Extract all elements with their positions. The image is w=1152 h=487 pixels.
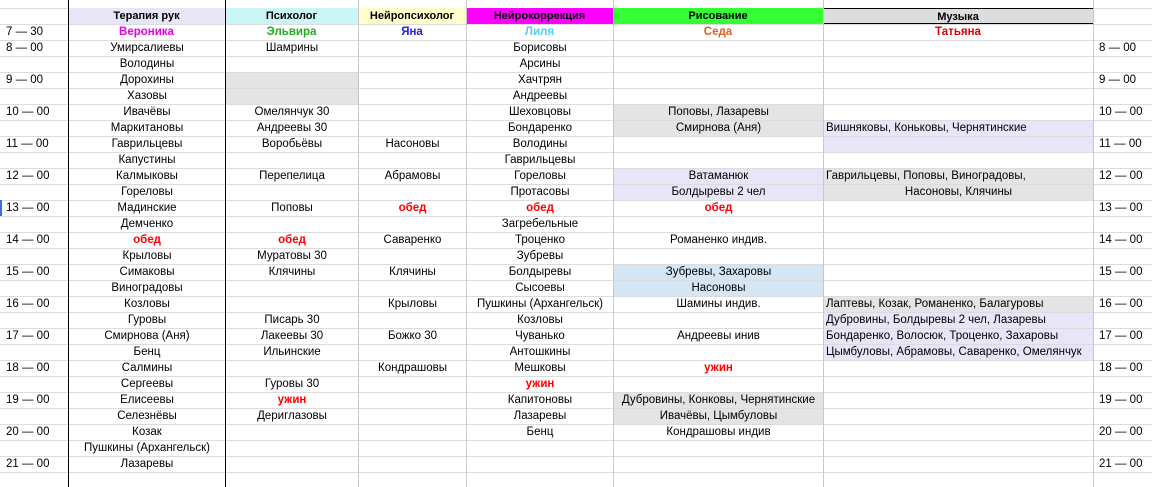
specialist-name-neuro[interactable]: Яна: [401, 26, 423, 38]
time-label-right[interactable]: 18 — 00: [1099, 362, 1143, 374]
schedule-cell-hand[interactable]: Симаковы: [119, 266, 175, 278]
time-label[interactable]: 15 — 00: [6, 266, 50, 278]
grid-vline: [613, 0, 614, 487]
schedule-cell-neuro[interactable]: Насоновы: [385, 138, 440, 150]
specialist-name-draw[interactable]: Седа: [703, 26, 733, 38]
time-label[interactable]: 8 — 00: [6, 42, 44, 54]
time-label-right[interactable]: 14 — 00: [1099, 234, 1143, 246]
schedule-cell-hand[interactable]: Крыловы: [122, 250, 172, 262]
schedule-cell-hand[interactable]: Маркитановы: [110, 122, 184, 134]
schedule-cell-corr[interactable]: Борисовы: [513, 42, 567, 54]
time-label-right[interactable]: 15 — 00: [1099, 266, 1143, 278]
schedule-cell-hand[interactable]: Умирсалиевы: [110, 42, 184, 54]
schedule-cell-corr[interactable]: Капитоновы: [507, 394, 573, 406]
schedule-cell-corr[interactable]: Сысоевы: [515, 282, 565, 294]
schedule-cell-neuro[interactable]: Абрамовы: [384, 170, 441, 182]
column-header-neuro[interactable]: Нейропсихолог: [358, 8, 466, 24]
schedule-cell-draw[interactable]: обед: [704, 202, 733, 214]
schedule-cell-psych[interactable]: [226, 73, 358, 88]
schedule-cell-hand[interactable]: Лазаревы: [120, 458, 174, 470]
schedule-cell-corr[interactable]: Гаврильцевы: [504, 154, 576, 166]
specialist-name-hand[interactable]: Вероника: [119, 26, 174, 38]
schedule-cell-psych[interactable]: Лакеевы 30: [260, 330, 324, 342]
time-label[interactable]: 9 — 00: [6, 74, 44, 86]
specialist-name-psych[interactable]: Эльвира: [266, 26, 317, 38]
schedule-cell-psych[interactable]: ужин: [277, 394, 307, 406]
column-header-corr[interactable]: Нейрокоррекция: [466, 8, 613, 24]
schedule-cell-hand[interactable]: Калмыковы: [116, 170, 178, 182]
schedule-cell-music[interactable]: Цымбуловы, Абрамовы, Саваренко, Омелянчук: [824, 345, 1093, 360]
schedule-cell-hand[interactable]: Гаврильцевы: [111, 138, 183, 150]
time-label-right[interactable]: 9 — 00: [1099, 74, 1137, 86]
time-label-right[interactable]: 8 — 00: [1099, 42, 1137, 54]
schedule-cell-hand[interactable]: Дорохины: [120, 74, 174, 86]
time-label[interactable]: 20 — 00: [6, 426, 50, 438]
grid-vline: [358, 0, 359, 487]
schedule-cell-music[interactable]: Дубровины, Болдыревы 2 чел, Лазаревы: [824, 313, 1093, 328]
schedule-cell-corr[interactable]: Протасовы: [510, 186, 570, 198]
schedule-cell-neuro[interactable]: Кондрашовы: [378, 362, 447, 374]
time-label-right[interactable]: 10 — 00: [1099, 106, 1143, 118]
schedule-cell-neuro[interactable]: Саваренко: [383, 234, 442, 246]
schedule-cell-draw[interactable]: Дубровины, Конковы, Чернятинские: [614, 393, 823, 408]
schedule-cell-music[interactable]: Насоновы, Клячины: [824, 185, 1093, 200]
schedule-cell-hand[interactable]: Хазовы: [127, 90, 167, 102]
schedule-cell-hand[interactable]: Козловы: [124, 298, 170, 310]
schedule-cell-psych[interactable]: Ильинские: [263, 346, 321, 358]
schedule-cell-corr[interactable]: Арсины: [519, 58, 561, 70]
schedule-cell-draw[interactable]: Андреевы инив: [677, 330, 760, 342]
time-label[interactable]: 13 — 00: [6, 202, 50, 214]
schedule-cell-draw[interactable]: Насоновы: [614, 281, 823, 296]
column-header-music[interactable]: Музыка: [823, 8, 1093, 24]
time-label-right[interactable]: 12 — 00: [1099, 170, 1143, 182]
schedule-cell-corr[interactable]: обед: [526, 202, 554, 214]
schedule-cell-hand[interactable]: Капустины: [118, 154, 176, 166]
schedule-cell-corr[interactable]: Володины: [512, 138, 568, 150]
schedule-cell-psych[interactable]: Шамрины: [265, 42, 319, 54]
schedule-cell-corr[interactable]: Мешковы: [514, 362, 566, 374]
schedule-cell-music[interactable]: [824, 137, 1093, 152]
schedule-cell-music[interactable]: Лаптевы, Козак, Романенко, Балагуровы: [824, 297, 1093, 312]
schedule-cell-psych[interactable]: Дериглазовы: [257, 410, 327, 422]
schedule-cell-draw[interactable]: Ватаманюк: [614, 169, 823, 184]
schedule-cell-corr[interactable]: Хачтрян: [518, 74, 562, 86]
time-label[interactable]: 18 — 00: [6, 362, 50, 374]
time-label[interactable]: 11 — 00: [6, 138, 49, 150]
schedule-cell-hand[interactable]: Демченко: [120, 218, 174, 230]
time-label[interactable]: 7 — 30: [6, 26, 44, 38]
time-label[interactable]: 17 — 00: [6, 330, 50, 342]
schedule-cell-draw[interactable]: Болдыревы 2 чел: [614, 185, 823, 200]
schedule-cell-corr[interactable]: Гореловы: [514, 170, 566, 182]
schedule-cell-neuro[interactable]: обед: [398, 202, 427, 214]
column-header-psych[interactable]: Психолог: [225, 8, 358, 24]
schedule-cell-hand[interactable]: Мадинские: [117, 202, 177, 214]
schedule-cell-psych[interactable]: обед: [278, 234, 306, 246]
specialist-name-music[interactable]: Татьяна: [935, 26, 981, 38]
schedule-cell-psych[interactable]: Перепелица: [259, 170, 325, 182]
schedule-cell-psych[interactable]: Воробьёвы: [261, 138, 323, 150]
time-label-right[interactable]: 20 — 00: [1099, 426, 1143, 438]
schedule-cell-draw[interactable]: Зубревы, Захаровы: [614, 265, 823, 280]
schedule-cell-neuro[interactable]: Крыловы: [388, 298, 437, 310]
grid-vline: [823, 0, 824, 487]
grid-vline: [68, 0, 69, 487]
schedule-cell-corr[interactable]: Андреевы: [512, 90, 568, 102]
schedule-cell-draw[interactable]: Романенко индив.: [670, 234, 767, 246]
schedule-cell-psych[interactable]: Гуровы 30: [264, 378, 320, 390]
schedule-cell-corr[interactable]: ужин: [525, 378, 555, 390]
schedule-cell-draw[interactable]: Кондрашовы индив: [666, 426, 771, 438]
schedule-cell-hand[interactable]: Гореловы: [121, 186, 173, 198]
schedule-cell-hand[interactable]: Козак: [132, 426, 162, 438]
schedule-cell-music[interactable]: Вишняковы, Коньковы, Чернятинские: [824, 121, 1093, 136]
schedule-cell-draw[interactable]: ужин: [704, 362, 733, 374]
schedule-cell-draw[interactable]: Шамины индив.: [676, 298, 761, 310]
grid-vline: [1093, 0, 1094, 487]
time-label-right[interactable]: 11 — 00: [1099, 138, 1142, 150]
schedule-cell-draw[interactable]: Поповы, Лазаревы: [614, 105, 823, 120]
schedule-cell-hand[interactable]: Бенц: [133, 346, 161, 358]
schedule-cell-psych[interactable]: [226, 89, 358, 104]
schedule-cell-music[interactable]: Бондаренко, Волосюк, Троценко, Захаровы: [824, 329, 1093, 344]
schedule-cell-corr[interactable]: Бенц: [526, 426, 554, 438]
schedule-cell-psych[interactable]: Андреевы 30: [256, 122, 328, 134]
schedule-cell-neuro[interactable]: Божко 30: [387, 330, 438, 342]
schedule-cell-psych[interactable]: Омелянчук 30: [254, 106, 330, 118]
time-label-right[interactable]: 17 — 00: [1099, 330, 1143, 342]
column-header-draw[interactable]: Рисование: [613, 8, 823, 24]
schedule-cell-hand[interactable]: Виноградовы: [111, 282, 183, 294]
schedule-cell-hand[interactable]: Сергеевы: [120, 378, 174, 390]
time-label[interactable]: 10 — 00: [6, 106, 50, 118]
grid-vline: [225, 0, 226, 487]
time-label-right[interactable]: 13 — 00: [1099, 202, 1143, 214]
time-label[interactable]: 16 — 00: [6, 298, 50, 310]
time-label[interactable]: 12 — 00: [6, 170, 50, 182]
schedule-cell-music[interactable]: Гаврильцевы, Поповы, Виноградовы,: [824, 169, 1093, 184]
grid-hline: [0, 472, 1152, 473]
schedule-cell-psych[interactable]: Писарь 30: [264, 314, 320, 326]
schedule-cell-corr[interactable]: Зубревы: [516, 250, 564, 262]
schedule-cell-psych[interactable]: Муратовы 30: [257, 250, 327, 262]
schedule-cell-corr[interactable]: Чуванько: [515, 330, 565, 342]
schedule-cell-corr[interactable]: Загребельные: [501, 218, 579, 230]
specialist-name-corr[interactable]: Лиля: [524, 26, 555, 38]
schedule-cell-hand[interactable]: Селезнёвы: [117, 410, 177, 422]
time-label-right[interactable]: 19 — 00: [1099, 394, 1143, 406]
grid-vline: [466, 0, 467, 487]
column-header-hand[interactable]: Терапия рук: [68, 8, 225, 24]
schedule-cell-neuro[interactable]: Клячины: [389, 266, 436, 278]
schedule-cell-psych[interactable]: Поповы: [271, 202, 313, 214]
schedule-cell-corr[interactable]: Лазаревы: [513, 410, 567, 422]
time-label[interactable]: 19 — 00: [6, 394, 50, 406]
time-label[interactable]: 14 — 00: [6, 234, 50, 246]
schedule-cell-psych[interactable]: Клячины: [268, 266, 316, 278]
schedule-cell-corr[interactable]: Козловы: [517, 314, 563, 326]
time-label[interactable]: 21 — 00: [6, 458, 50, 470]
time-label-right[interactable]: 21 — 00: [1099, 458, 1143, 470]
schedule-cell-corr[interactable]: Антошкины: [509, 346, 571, 358]
schedule-cell-draw[interactable]: Смирнова (Аня): [614, 121, 823, 136]
schedule-cell-corr[interactable]: Троценко: [515, 234, 565, 246]
schedule-cell-corr[interactable]: Болдыревы: [508, 266, 572, 278]
schedule-cell-hand[interactable]: Гуровы: [127, 314, 167, 326]
selected-row-marker: [0, 200, 2, 216]
time-label-right[interactable]: 16 — 00: [1099, 298, 1143, 310]
schedule-cell-hand[interactable]: Елисеевы: [120, 394, 174, 406]
schedule-cell-hand[interactable]: Салмины: [121, 362, 173, 374]
schedule-cell-hand[interactable]: Володины: [119, 58, 175, 70]
schedule-cell-corr[interactable]: Шеховцовы: [508, 106, 572, 118]
schedule-cell-draw[interactable]: Ивачёвы, Цымбуловы: [614, 409, 823, 424]
schedule-cell-corr[interactable]: Пушкины (Архангельск): [477, 298, 603, 310]
schedule-cell-hand[interactable]: Ивачёвы: [123, 106, 171, 118]
schedule-cell-hand[interactable]: Пушкины (Архангельск): [84, 442, 210, 454]
schedule-cell-hand[interactable]: обед: [133, 234, 161, 246]
schedule-cell-corr[interactable]: Бондаренко: [507, 122, 573, 134]
schedule-cell-hand[interactable]: Смирнова (Аня): [104, 330, 190, 342]
